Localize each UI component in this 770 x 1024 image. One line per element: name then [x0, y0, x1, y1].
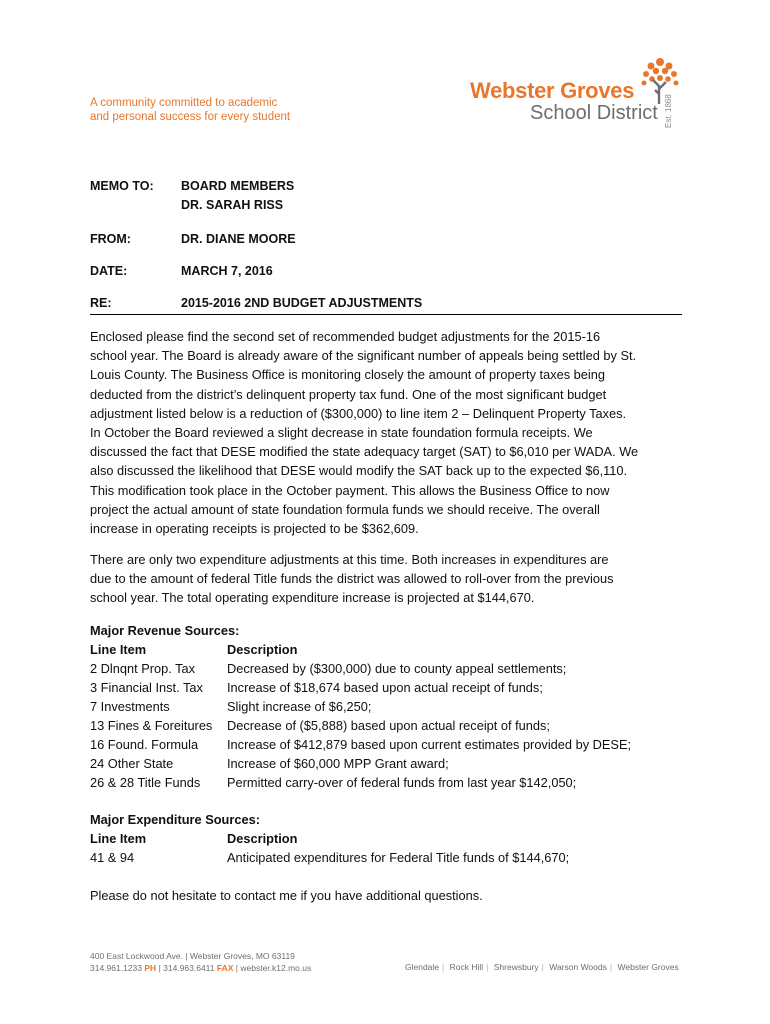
paragraph-line: Enclosed please find the second set of recommended budget adjustments for the 2015-16 — [90, 329, 601, 344]
table-row — [90, 678, 690, 697]
description-cell: Increase of $412,879 based upon current estimates provided by DESE; — [227, 737, 632, 752]
table-row — [90, 773, 690, 792]
table-row — [90, 659, 690, 678]
description-cell: Decrease of ($5,888) based upon actual receipt of funds; — [227, 718, 550, 733]
footer-contact — [90, 950, 311, 974]
table-row — [90, 735, 690, 754]
line-item-cell: 13 Fines & Foreitures — [90, 718, 213, 733]
line-item-cell: 3 Financial Inst. Tax — [90, 680, 203, 695]
expenditure-heading: Major Expenditure Sources: — [90, 812, 260, 827]
tagline-line-2: and personal success for every student — [90, 111, 291, 123]
closing-text: Please do not hesitate to contact me if you have additional questions. — [90, 888, 483, 903]
table-row — [90, 848, 690, 867]
tagline — [90, 96, 290, 124]
community-name: Warson Woods — [549, 962, 607, 972]
footer-separator: | — [442, 962, 445, 972]
district-logo — [470, 56, 690, 130]
body-paragraph-2 — [90, 550, 690, 608]
memo-to-line-1: BOARD MEMBERS — [181, 179, 295, 193]
footer-separator: | — [541, 962, 544, 972]
logo-name-line-1: Webster Groves — [470, 78, 635, 103]
paragraph-line: deducted from the district’s delinquent property tax fund. One of the most significant budget — [90, 386, 607, 402]
footer-fax: 314.963.6411 — [163, 963, 215, 973]
description-cell: Increase of $18,674 based upon actual receipt of funds; — [227, 680, 543, 695]
paragraph-line: adjustment listed below is a reduction of ($300,000) to line item 2 – Delinquent Property Taxes. — [90, 405, 627, 421]
column-header-description: Description — [227, 831, 298, 846]
line-item-cell: 26 & 28 Title Funds — [90, 775, 201, 790]
paragraph-line: project the actual amount of state foundation formula funds we should receive. The overall — [90, 501, 600, 517]
footer-separator: | — [235, 963, 241, 973]
line-item-cell: 16 Found. Formula — [90, 737, 199, 752]
community-name: Webster Groves — [617, 962, 679, 972]
column-header-line-item: Line Item — [90, 642, 147, 657]
memo-date-label: DATE: — [90, 264, 128, 278]
logo-established: Est. 1868 — [664, 94, 673, 128]
paragraph-line: This modification took place in the October payment. This allows the Business Office to now — [90, 482, 610, 498]
column-header-line-item: Line Item — [90, 831, 147, 846]
paragraph-line: school year. The Board is already aware of the significant number of appeals being settled by St. — [90, 348, 637, 364]
memo-to-label: MEMO TO: — [90, 179, 154, 193]
description-cell: Slight increase of $6,250; — [227, 699, 372, 714]
description-cell: Permitted carry-over of federal funds from last year $142,050; — [227, 775, 577, 790]
body-paragraph-1 — [90, 327, 690, 538]
memo-to-line-2: DR. SARAH RISS — [181, 198, 284, 212]
line-item-cell: 2 Dlnqnt Prop. Tax — [90, 661, 196, 676]
paragraph-line: due to the amount of federal Title funds the district was allowed to roll-over from the previous — [90, 571, 614, 587]
tree-icon — [638, 56, 682, 104]
community-name: Rock Hill — [449, 962, 484, 972]
logo-name-line-2: School District — [530, 102, 658, 124]
table-row — [90, 754, 690, 773]
expenditure-header-row — [90, 829, 690, 848]
header-divider — [90, 314, 682, 315]
memo-re-label: RE: — [90, 296, 112, 310]
revenue-header-row — [90, 640, 690, 659]
paragraph-line: Louis County. The Business Office is monitoring closely the amount of property taxes being — [90, 367, 605, 383]
community-name: Glendale — [405, 962, 440, 972]
description-cell: Decreased by ($300,000) due to county appeal settlements; — [227, 661, 567, 676]
footer-address: 400 East Lockwood Ave. | Webster Groves, MO 63119 — [90, 951, 295, 961]
revenue-heading: Major Revenue Sources: — [90, 623, 240, 638]
table-row — [90, 697, 690, 716]
paragraph-line: There are only two expenditure adjustments at this time. Both increases in expenditures are — [90, 552, 609, 567]
description-cell: Increase of $60,000 MPP Grant award; — [227, 756, 449, 771]
footer-separator: | — [486, 962, 489, 972]
memo-from-label: FROM: — [90, 232, 131, 246]
community-name: Shrewsbury — [493, 962, 539, 972]
footer-phone-line — [90, 962, 311, 974]
footer-separator: | — [609, 962, 613, 972]
description-cell: Anticipated expenditures for Federal Title funds of $144,670; — [227, 850, 570, 865]
paragraph-line: school year. The total operating expenditure increase is projected at $144,670. — [90, 590, 535, 606]
column-header-description: Description — [227, 642, 298, 657]
footer-phone-tag: PH — [144, 963, 157, 973]
revenue-section — [90, 621, 690, 792]
expenditure-section — [90, 810, 690, 867]
tagline-line-1: A community committed to academic — [90, 97, 278, 109]
footer-website: webster.k12.mo.us — [240, 963, 312, 973]
footer-phone: 314.961.1233 — [90, 963, 142, 973]
memo-date-value: MARCH 7, 2016 — [181, 264, 273, 278]
paragraph-line: discussed the fact that DESE modified the state adequacy target (SAT) to $6,010 per WADA. We — [90, 444, 639, 460]
closing-line — [90, 886, 690, 905]
paragraph-line: also discussed the likelihood that DESE would modify the SAT back up to the expected $6,110. — [90, 463, 628, 479]
line-item-cell: 24 Other State — [90, 756, 174, 771]
paragraph-line: In October the Board reviewed a slight decrease in state foundation formula receipts. We — [90, 425, 593, 441]
line-item-cell: 7 Investments — [90, 699, 170, 714]
table-row — [90, 716, 690, 735]
memo-re-value: 2015-2016 2ND BUDGET ADJUSTMENTS — [181, 296, 423, 310]
line-item-cell: 41 & 94 — [90, 850, 135, 865]
footer-separator: | — [158, 963, 164, 973]
paragraph-line: increase in operating receipts is projected to be $362,609. — [90, 521, 419, 537]
footer-communities — [405, 962, 679, 972]
memo-from-value: DR. DIANE MOORE — [181, 232, 296, 246]
footer-fax-tag: FAX — [216, 963, 234, 973]
